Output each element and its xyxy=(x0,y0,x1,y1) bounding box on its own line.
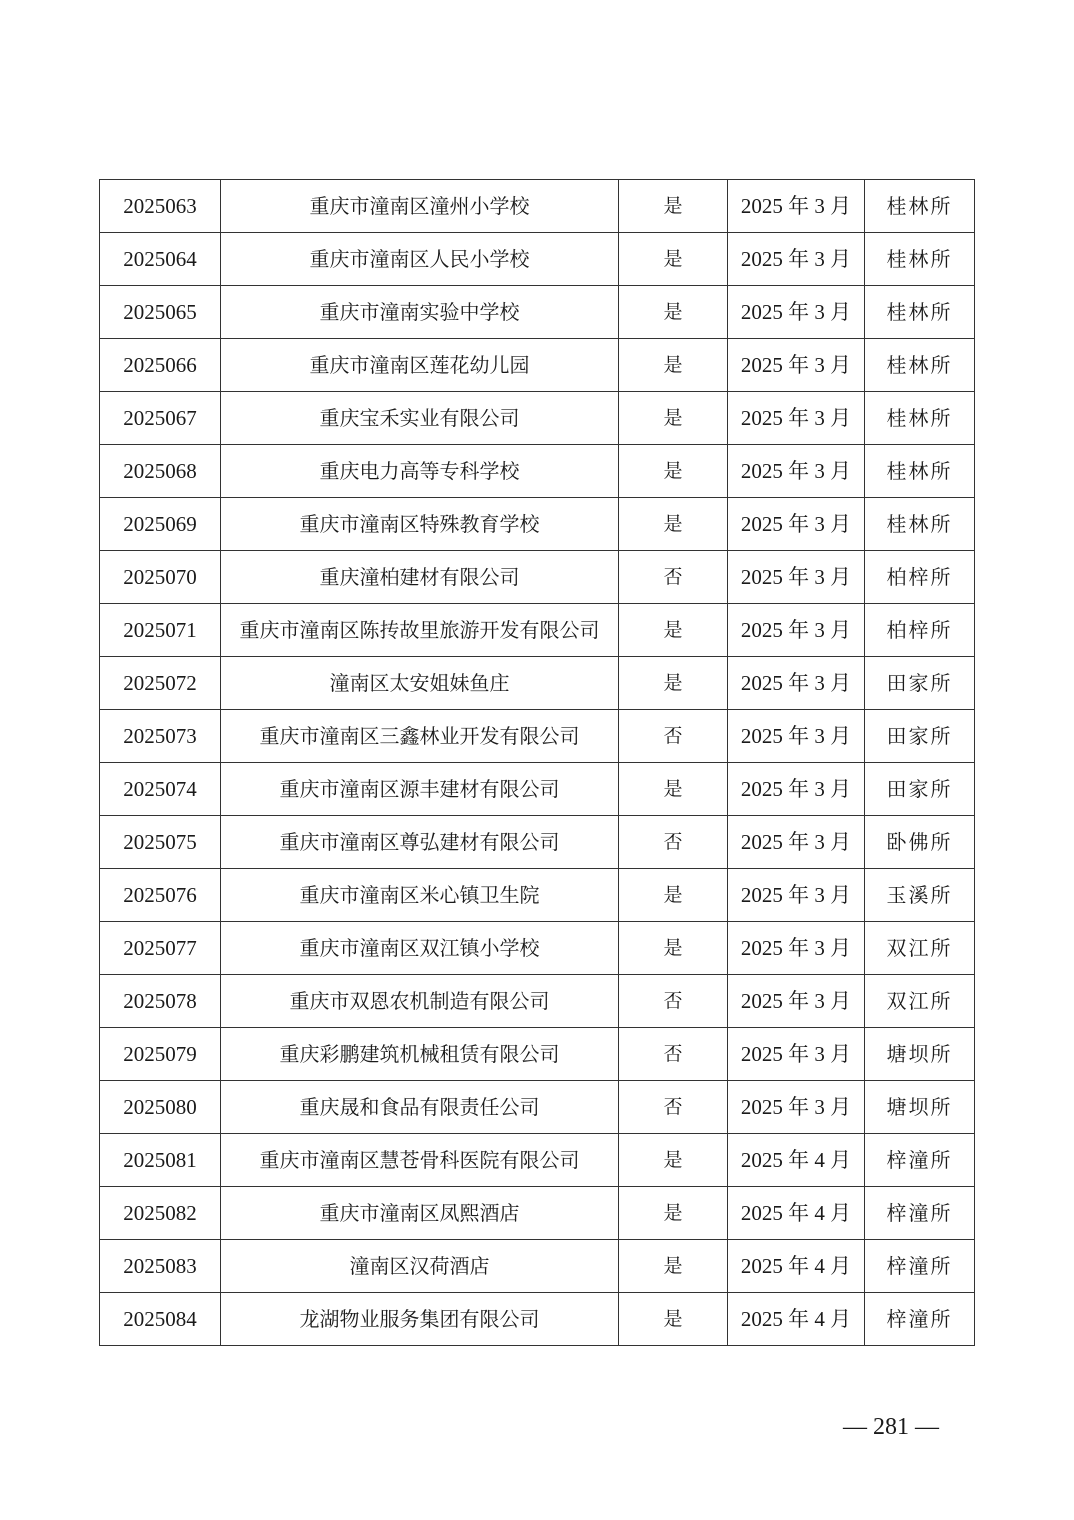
organization-name-cell: 重庆市潼南区陈抟故里旅游开发有限公司 xyxy=(221,604,619,657)
date-cell: 2025 年 3 月 xyxy=(728,763,865,816)
organization-name-cell: 重庆宝禾实业有限公司 xyxy=(221,392,619,445)
status-flag-cell: 是 xyxy=(619,286,728,339)
record-number-cell: 2025084 xyxy=(100,1293,221,1346)
date-cell: 2025 年 3 月 xyxy=(728,286,865,339)
date-cell: 2025 年 3 月 xyxy=(728,975,865,1028)
office-cell: 桂林所 xyxy=(865,286,975,339)
date-cell: 2025 年 4 月 xyxy=(728,1240,865,1293)
status-flag-cell: 是 xyxy=(619,392,728,445)
organization-name-cell: 重庆市潼南区米心镇卫生院 xyxy=(221,869,619,922)
office-cell: 双江所 xyxy=(865,922,975,975)
organization-name-cell: 重庆市潼南区慧苍骨科医院有限公司 xyxy=(221,1134,619,1187)
status-flag-cell: 否 xyxy=(619,1081,728,1134)
organization-name-cell: 重庆市潼南区源丰建材有限公司 xyxy=(221,763,619,816)
date-cell: 2025 年 3 月 xyxy=(728,1028,865,1081)
organization-name-cell: 重庆市潼南区双江镇小学校 xyxy=(221,922,619,975)
status-flag-cell: 是 xyxy=(619,922,728,975)
table-row xyxy=(100,392,975,445)
status-flag-cell: 是 xyxy=(619,869,728,922)
status-flag-cell: 是 xyxy=(619,763,728,816)
organization-name-cell: 重庆市潼南区人民小学校 xyxy=(221,233,619,286)
record-number-cell: 2025071 xyxy=(100,604,221,657)
office-cell: 田家所 xyxy=(865,763,975,816)
date-cell: 2025 年 3 月 xyxy=(728,392,865,445)
office-cell: 玉溪所 xyxy=(865,869,975,922)
organization-name-cell: 重庆潼柏建材有限公司 xyxy=(221,551,619,604)
office-cell: 双江所 xyxy=(865,975,975,1028)
date-cell: 2025 年 3 月 xyxy=(728,604,865,657)
organization-name-cell: 重庆电力高等专科学校 xyxy=(221,445,619,498)
office-cell: 柏梓所 xyxy=(865,604,975,657)
status-flag-cell: 是 xyxy=(619,233,728,286)
status-flag-cell: 是 xyxy=(619,657,728,710)
status-flag-cell: 是 xyxy=(619,1293,728,1346)
office-cell: 梓潼所 xyxy=(865,1187,975,1240)
status-flag-cell: 否 xyxy=(619,975,728,1028)
table-row xyxy=(100,286,975,339)
records-table-body xyxy=(100,180,975,1346)
table-row xyxy=(100,922,975,975)
organization-name-cell: 重庆市潼南区三鑫林业开发有限公司 xyxy=(221,710,619,763)
record-number-cell: 2025065 xyxy=(100,286,221,339)
date-cell: 2025 年 4 月 xyxy=(728,1134,865,1187)
organization-name-cell: 潼南区汉荷酒店 xyxy=(221,1240,619,1293)
date-cell: 2025 年 4 月 xyxy=(728,1293,865,1346)
table-row xyxy=(100,233,975,286)
date-cell: 2025 年 3 月 xyxy=(728,1081,865,1134)
record-number-cell: 2025072 xyxy=(100,657,221,710)
table-row xyxy=(100,816,975,869)
office-cell: 桂林所 xyxy=(865,498,975,551)
status-flag-cell: 否 xyxy=(619,710,728,763)
table-row xyxy=(100,551,975,604)
office-cell: 田家所 xyxy=(865,657,975,710)
status-flag-cell: 是 xyxy=(619,339,728,392)
date-cell: 2025 年 3 月 xyxy=(728,922,865,975)
record-number-cell: 2025082 xyxy=(100,1187,221,1240)
record-number-cell: 2025080 xyxy=(100,1081,221,1134)
table-row xyxy=(100,498,975,551)
organization-name-cell: 重庆市潼南区莲花幼儿园 xyxy=(221,339,619,392)
record-number-cell: 2025067 xyxy=(100,392,221,445)
organization-name-cell: 龙湖物业服务集团有限公司 xyxy=(221,1293,619,1346)
table-row xyxy=(100,1028,975,1081)
office-cell: 柏梓所 xyxy=(865,551,975,604)
date-cell: 2025 年 3 月 xyxy=(728,710,865,763)
record-number-cell: 2025063 xyxy=(100,180,221,233)
record-number-cell: 2025066 xyxy=(100,339,221,392)
record-number-cell: 2025077 xyxy=(100,922,221,975)
table-row xyxy=(100,869,975,922)
status-flag-cell: 是 xyxy=(619,498,728,551)
record-number-cell: 2025078 xyxy=(100,975,221,1028)
table-row xyxy=(100,604,975,657)
record-number-cell: 2025069 xyxy=(100,498,221,551)
organization-name-cell: 重庆彩鹏建筑机械租赁有限公司 xyxy=(221,1028,619,1081)
office-cell: 桂林所 xyxy=(865,445,975,498)
office-cell: 桂林所 xyxy=(865,339,975,392)
date-cell: 2025 年 4 月 xyxy=(728,1187,865,1240)
record-number-cell: 2025083 xyxy=(100,1240,221,1293)
organization-name-cell: 重庆市潼南区尊弘建材有限公司 xyxy=(221,816,619,869)
date-cell: 2025 年 3 月 xyxy=(728,180,865,233)
table-row xyxy=(100,975,975,1028)
date-cell: 2025 年 3 月 xyxy=(728,445,865,498)
organization-name-cell: 重庆市双恩农机制造有限公司 xyxy=(221,975,619,1028)
table-row xyxy=(100,1134,975,1187)
date-cell: 2025 年 3 月 xyxy=(728,657,865,710)
office-cell: 塘坝所 xyxy=(865,1081,975,1134)
table-row xyxy=(100,1240,975,1293)
date-cell: 2025 年 3 月 xyxy=(728,339,865,392)
office-cell: 田家所 xyxy=(865,710,975,763)
table-row xyxy=(100,657,975,710)
records-table xyxy=(99,179,975,1346)
table-row xyxy=(100,339,975,392)
date-cell: 2025 年 3 月 xyxy=(728,233,865,286)
office-cell: 桂林所 xyxy=(865,180,975,233)
organization-name-cell: 重庆市潼南区潼州小学校 xyxy=(221,180,619,233)
table-row xyxy=(100,445,975,498)
organization-name-cell: 重庆市潼南区凤熙酒店 xyxy=(221,1187,619,1240)
table-row xyxy=(100,1081,975,1134)
office-cell: 卧佛所 xyxy=(865,816,975,869)
record-number-cell: 2025064 xyxy=(100,233,221,286)
date-cell: 2025 年 3 月 xyxy=(728,498,865,551)
record-number-cell: 2025068 xyxy=(100,445,221,498)
organization-name-cell: 重庆晟和食品有限责任公司 xyxy=(221,1081,619,1134)
record-number-cell: 2025081 xyxy=(100,1134,221,1187)
record-number-cell: 2025076 xyxy=(100,869,221,922)
office-cell: 塘坝所 xyxy=(865,1028,975,1081)
organization-name-cell: 重庆市潼南区特殊教育学校 xyxy=(221,498,619,551)
status-flag-cell: 是 xyxy=(619,445,728,498)
record-number-cell: 2025073 xyxy=(100,710,221,763)
date-cell: 2025 年 3 月 xyxy=(728,869,865,922)
status-flag-cell: 否 xyxy=(619,816,728,869)
date-cell: 2025 年 3 月 xyxy=(728,816,865,869)
table-row xyxy=(100,710,975,763)
office-cell: 梓潼所 xyxy=(865,1240,975,1293)
record-number-cell: 2025075 xyxy=(100,816,221,869)
record-number-cell: 2025079 xyxy=(100,1028,221,1081)
status-flag-cell: 是 xyxy=(619,604,728,657)
status-flag-cell: 是 xyxy=(619,180,728,233)
table-row xyxy=(100,1293,975,1346)
status-flag-cell: 否 xyxy=(619,1028,728,1081)
status-flag-cell: 是 xyxy=(619,1187,728,1240)
page-number: — 281 — xyxy=(843,1414,939,1440)
record-number-cell: 2025070 xyxy=(100,551,221,604)
status-flag-cell: 是 xyxy=(619,1240,728,1293)
office-cell: 梓潼所 xyxy=(865,1134,975,1187)
status-flag-cell: 否 xyxy=(619,551,728,604)
record-number-cell: 2025074 xyxy=(100,763,221,816)
date-cell: 2025 年 3 月 xyxy=(728,551,865,604)
office-cell: 梓潼所 xyxy=(865,1293,975,1346)
table-row xyxy=(100,180,975,233)
table-row xyxy=(100,1187,975,1240)
office-cell: 桂林所 xyxy=(865,233,975,286)
organization-name-cell: 重庆市潼南实验中学校 xyxy=(221,286,619,339)
office-cell: 桂林所 xyxy=(865,392,975,445)
status-flag-cell: 是 xyxy=(619,1134,728,1187)
organization-name-cell: 潼南区太安姐妹鱼庄 xyxy=(221,657,619,710)
table-row xyxy=(100,763,975,816)
